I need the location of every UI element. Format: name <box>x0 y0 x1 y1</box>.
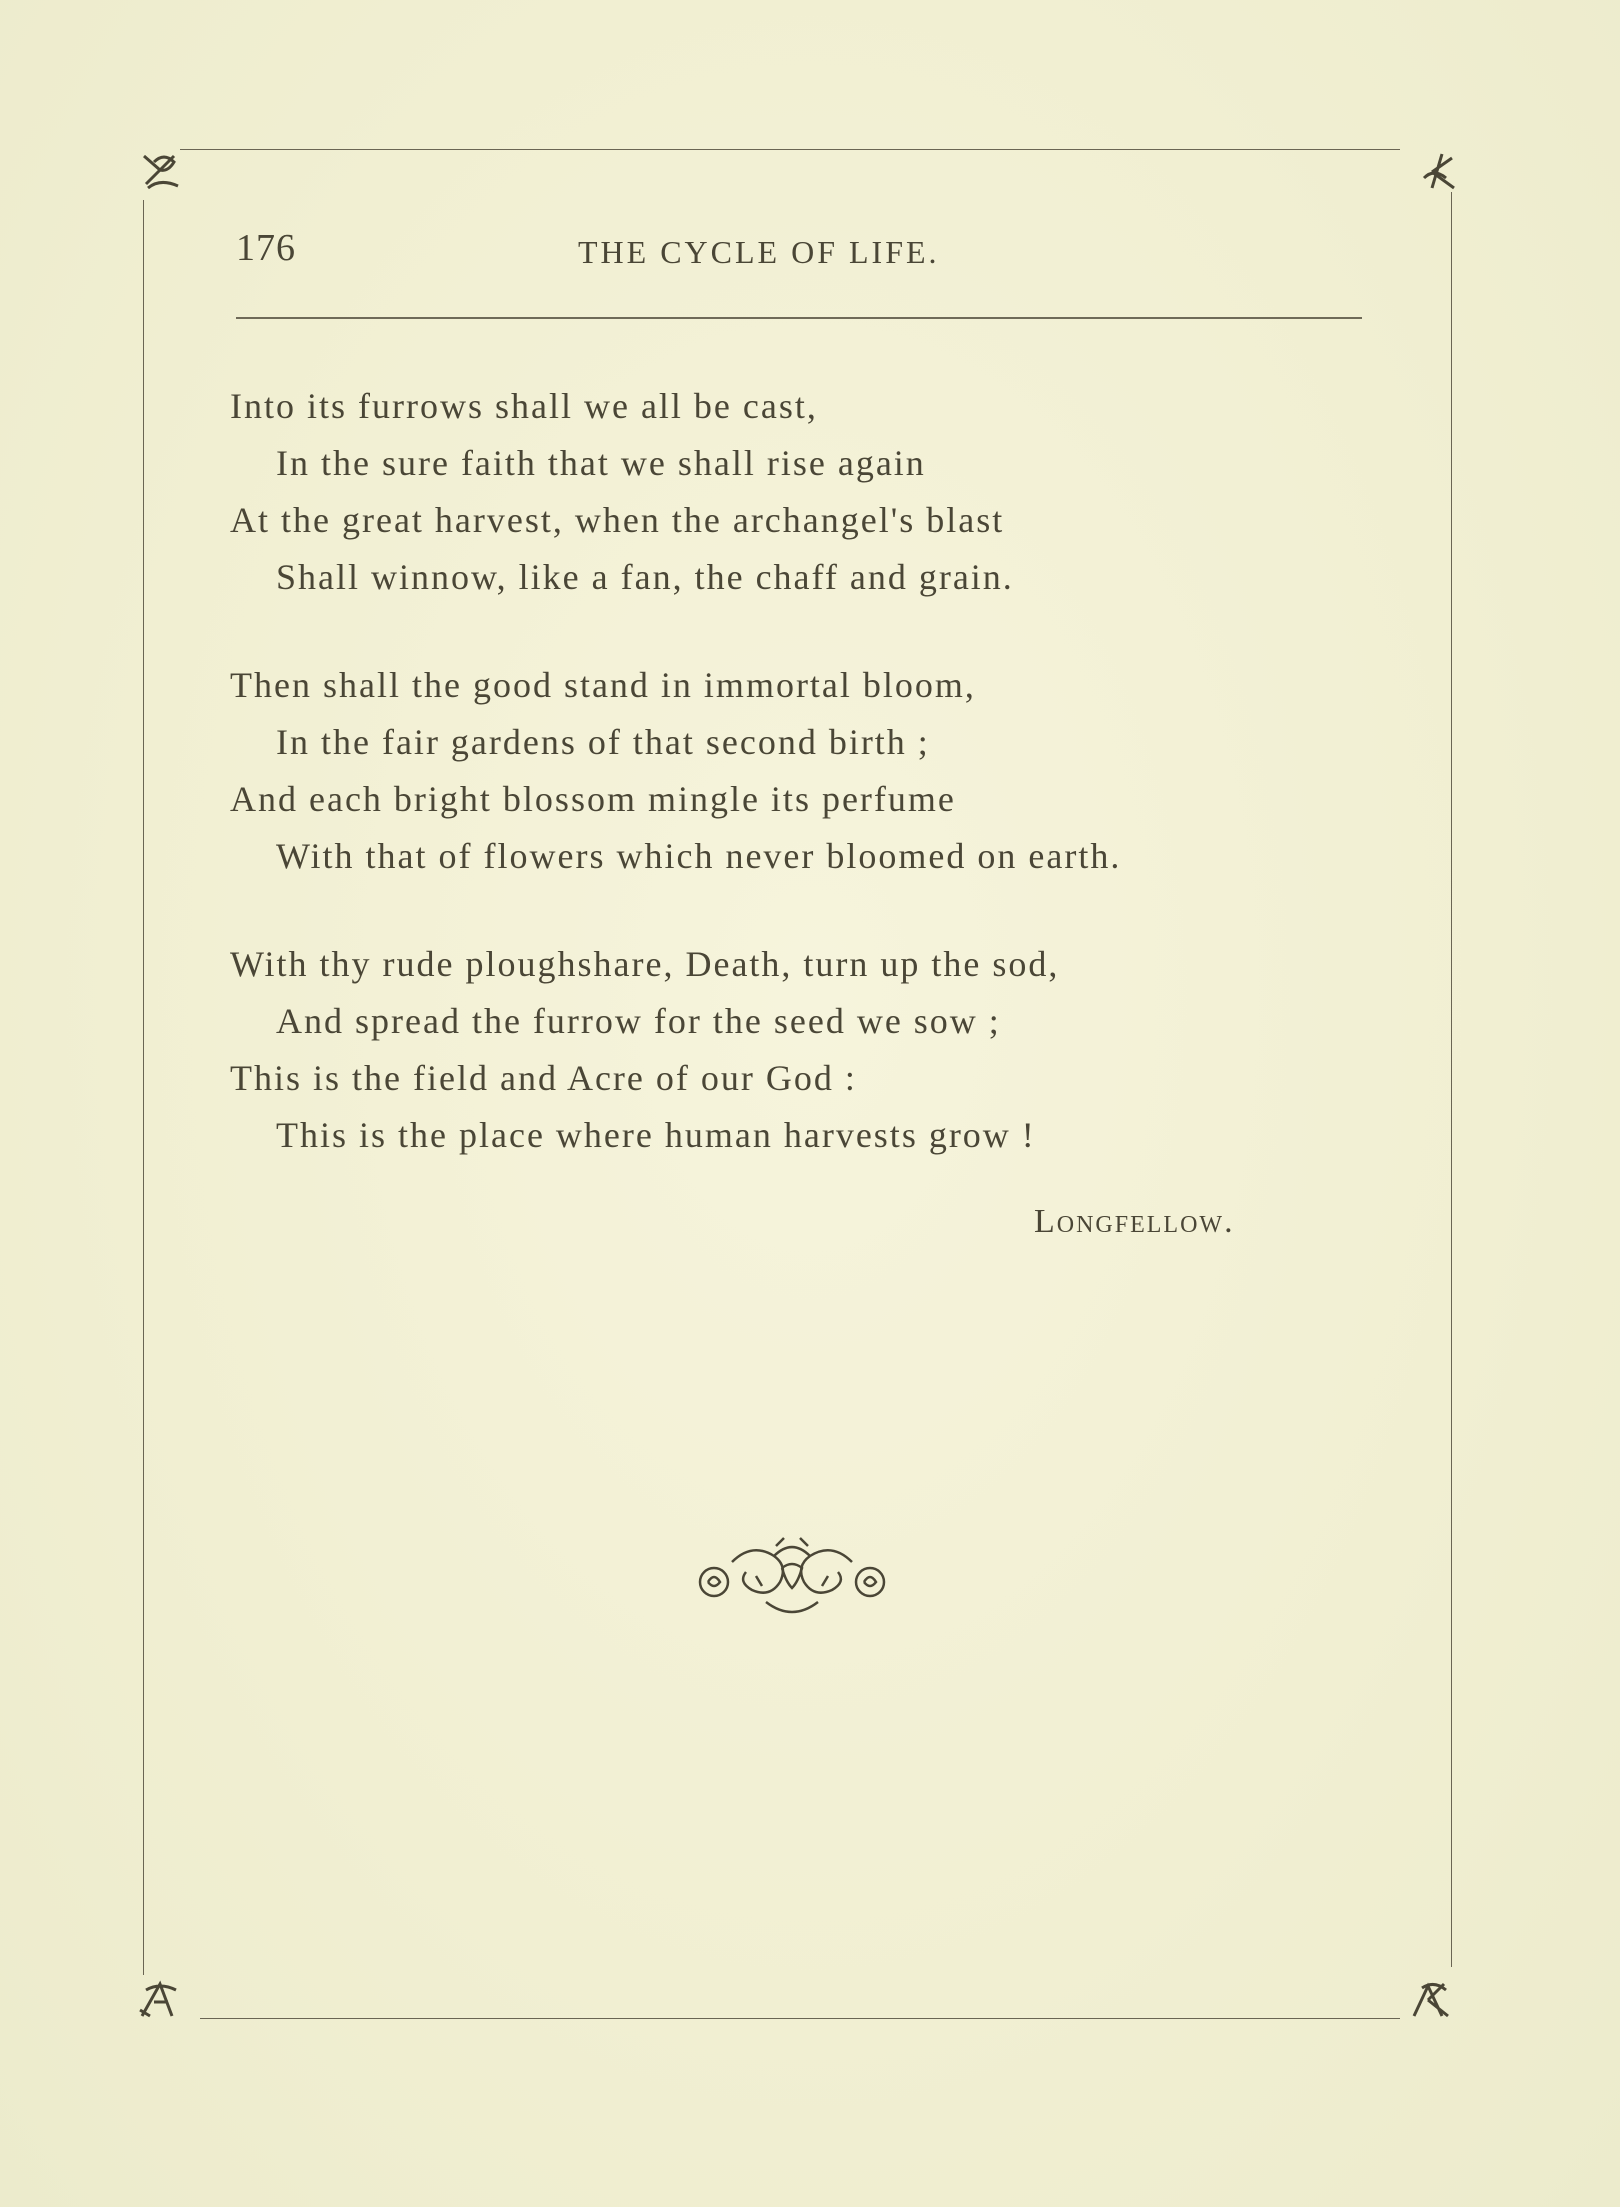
poem-line: This is the field and Acre of our God : <box>230 1058 857 1098</box>
poem-line: This is the place where human harvests grow ! <box>276 1115 1036 1155</box>
stanza <box>230 657 1390 885</box>
poem-line: With thy rude ploughshare, Death, turn up the sod, <box>230 944 1060 984</box>
poem-line: Shall winnow, like a fan, the chaff and grain. <box>276 557 1014 597</box>
running-head: THE CYCLE OF LIFE. <box>578 234 940 270</box>
border-left <box>143 200 144 1975</box>
stanza <box>230 378 1390 606</box>
corner-flourish-icon <box>138 148 188 194</box>
page-number: 176 <box>236 227 296 269</box>
corner-flourish-icon <box>1404 1976 1454 2022</box>
poem-line: And each bright blossom mingle its perfume <box>230 779 956 819</box>
header-rule <box>236 317 1362 319</box>
poem-line: In the fair gardens of that second birth ; <box>276 722 930 762</box>
stanza <box>230 936 1390 1164</box>
poem-line: At the great harvest, when the archangel's blast <box>230 500 1005 540</box>
poem-line: In the sure faith that we shall rise again <box>276 443 926 483</box>
poem-line: Into its furrows shall we all be cast, <box>230 386 818 426</box>
ornament-icon <box>692 1532 892 1624</box>
border-right <box>1451 192 1452 1967</box>
corner-flourish-icon <box>132 1976 182 2022</box>
poem <box>230 378 1390 1215</box>
border-top <box>180 149 1400 150</box>
poem-attribution: Longfellow. <box>1034 1203 1235 1240</box>
poem-line: With that of flowers which never bloomed on earth. <box>276 836 1122 876</box>
corner-flourish-icon <box>1412 148 1462 194</box>
poem-line: Then shall the good stand in immortal bloom, <box>230 665 976 705</box>
border-bottom <box>200 2018 1400 2019</box>
poem-line: And spread the furrow for the seed we sow ; <box>276 1001 1001 1041</box>
